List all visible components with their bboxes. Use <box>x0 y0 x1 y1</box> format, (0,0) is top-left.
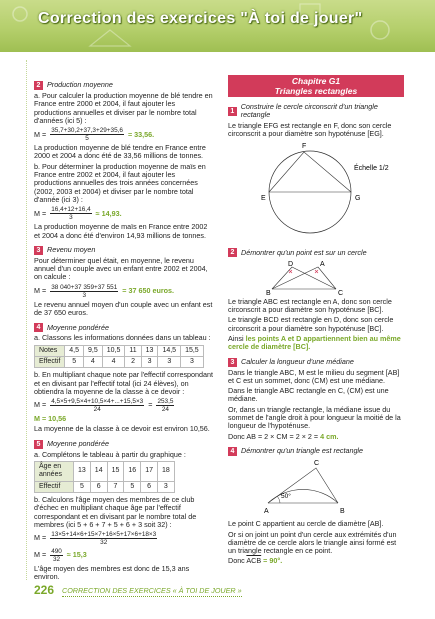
table-row <box>35 462 175 482</box>
paragraph: a. Complétons le tableau à partir du graphique : <box>34 449 186 459</box>
equation-label: M = <box>34 550 47 560</box>
table-cell: 15,5 <box>181 345 204 356</box>
section-number: 4 <box>228 447 237 456</box>
paragraph: Le triangle ABC est rectangle en A, donc son cercle circonscrit a pour diamètre son hypoténuse [BC]. <box>228 296 392 315</box>
table-cell: 17 <box>141 462 158 482</box>
age-table <box>34 461 175 493</box>
section-number: 3 <box>34 246 43 255</box>
table-cell: 5 <box>65 356 84 367</box>
table-cell: 14 <box>90 462 107 482</box>
paragraph <box>228 335 404 352</box>
numerator: 38 040+37 359+37 551 <box>51 283 118 291</box>
point-a-label: A <box>264 507 269 515</box>
paragraph: Le point C appartient au cercle de diamètre [AB]. <box>228 519 384 529</box>
paragraph: Dans le triangle ABC, M est le milieu du segment [AB] et C est un sommet, donc (CM) est une médiane. <box>228 367 400 385</box>
table-header-cell: Âge en années <box>35 462 74 482</box>
section-heading <box>34 246 214 255</box>
fraction <box>50 127 124 142</box>
point-f-label: F <box>302 143 307 151</box>
paragraph: b. Calculons l'âge moyen des membres de ce club d'échec en multipliant chaque âge par l'effectif correspondant et en divisant par le nombre total de membres (ici 5 + 6 + 7 + 5 + 6 + 3 soit 32) : <box>34 494 197 529</box>
equation-label: M = <box>34 286 47 296</box>
table-cell: 6 <box>141 481 158 492</box>
denominator: 32 <box>100 539 108 547</box>
equation <box>34 284 214 299</box>
table-header-cell: Effectif <box>35 481 74 492</box>
section-number: 3 <box>228 358 237 367</box>
table-cell: 2 <box>125 356 141 367</box>
section-number: 2 <box>34 81 43 90</box>
table-cell: 4,5 <box>65 345 84 356</box>
result: = 37 650 euros. <box>122 286 175 296</box>
denominator: 32 <box>52 556 61 564</box>
table-cell: 3 <box>141 356 158 367</box>
section-heading <box>228 248 404 257</box>
table-row <box>35 481 175 492</box>
abc-figure <box>228 458 404 518</box>
fraction <box>156 398 174 413</box>
paragraph: La moyenne de la classe à ce devoir est environ 10,56. <box>34 424 210 434</box>
section-4-moyenne <box>34 323 214 433</box>
fraction <box>50 284 118 299</box>
angle-label: 50° <box>281 492 291 500</box>
numerator: 4,5×5+9,5×4+10,5×4+...+15,5×3 <box>51 398 144 406</box>
table-cell: 11 <box>125 345 141 356</box>
section-heading <box>228 358 404 367</box>
table-cell: 15 <box>107 462 124 482</box>
denominator: 5 <box>85 135 89 143</box>
result: = 33,56. <box>127 129 155 139</box>
paragraph: Pour déterminer quel était, en moyenne, le revenu annuel d'un couple avec un enfant entre 2002 et 2004, on calcule : <box>34 255 208 282</box>
table-header-cell: Notes <box>35 345 65 356</box>
page-number: 226 <box>34 583 55 597</box>
scale-label: Échelle 1/2 <box>354 165 389 173</box>
paragraph: La production moyenne de maïs en France entre 2002 et 2004 a donc été d'environ 14,93 millions de tonnes. <box>34 222 208 240</box>
fraction <box>50 206 91 221</box>
paragraph <box>228 433 404 441</box>
page-title: Correction des exercices "À toi de jouer" <box>38 10 363 27</box>
paragraph: b. En multipliant chaque note par l'effectif correspondant et en divisant par l'effectif total (ici 24 élèves), on obtiendra la moyenne de la classe à ce devoir : <box>34 370 214 396</box>
highlight-text: les points A et D appartiennent bien au même cercle de diamètre [BC]. <box>228 333 401 352</box>
paragraph: La production moyenne de blé tendre en France entre 2000 et 2004 a donc été de 33,56 millions de tonnes. <box>34 143 206 161</box>
section-title: Moyenne pondérée <box>47 322 109 332</box>
denominator: 3 <box>82 291 87 299</box>
left-column <box>34 75 214 584</box>
section-title: Construire le cercle circonscrit d'un triangle rectangle <box>240 102 378 120</box>
page-header <box>0 0 435 52</box>
angle-name: $\overline{ACB}$ <box>246 556 262 566</box>
numerator: 35,7+30,2+37,3+29+35,6 <box>51 127 123 135</box>
table-cell: 16 <box>124 462 141 482</box>
result: M = 10,56 <box>34 414 67 424</box>
table-cell: 3 <box>158 356 181 367</box>
table-cell: 3 <box>157 481 174 492</box>
equation <box>34 531 214 546</box>
section-heading <box>34 81 214 90</box>
table-cell: 14,5 <box>158 345 181 356</box>
table-cell: 6 <box>90 481 107 492</box>
paragraph: Dans le triangle ABC rectangle en C, (CM) est une médiane. <box>228 386 389 404</box>
chapter-title: Chapitre G1 <box>291 76 341 86</box>
section-number: 2 <box>228 248 237 257</box>
section-number: 1 <box>228 107 237 116</box>
denominator: 24 <box>161 406 169 414</box>
circle-efg-figure <box>228 140 404 240</box>
table-cell: 5 <box>74 481 91 492</box>
point-b-label: B <box>266 290 271 296</box>
highlight-text: 4 cm. <box>320 431 339 441</box>
paragraph: Or, dans un triangle rectangle, la médiane issue du sommet de l'angle droit à pour longueur la moitié de la longueur de l'hypoténuse. <box>228 404 401 431</box>
paragraph: Le triangle BCD est rectangle en D, donc son cercle circonscrit a pour diamètre son hypoténuse [BC]. <box>228 315 394 333</box>
numerator: 253,5 <box>157 398 174 406</box>
point-a-label: A <box>320 261 325 269</box>
chapter-banner <box>228 75 404 97</box>
fraction <box>50 548 63 563</box>
bcd-figure <box>228 259 404 295</box>
table-cell: 7 <box>107 481 124 492</box>
page-footer <box>34 583 414 599</box>
point-c-label: C <box>338 290 344 296</box>
equation: M = $\frac{4,5\times 5+9,5\times 4+10,5\times 4+...+15,5\times 3}{24}$ = $\frac{253,5}{24}$ <box>34 398 174 414</box>
equation-label: M = <box>34 208 47 218</box>
paragraph: a. Pour calculer la production moyenne de blé tendre en France entre 2000 et 2004, il faut ajouter les productions annuelles et diviser par le nombre total d'années (ici 5) : <box>34 91 213 125</box>
section-3-revenu <box>34 246 214 317</box>
point-d-label: D <box>288 261 294 269</box>
numerator: 13×5+14×6+15×7+16×5+17×6+18×3 <box>51 531 157 539</box>
section-heading <box>228 103 404 120</box>
equation <box>34 206 214 221</box>
section-title: Démontrer qu'un triangle est rectangle <box>241 446 364 456</box>
section-heading <box>34 323 214 332</box>
paragraph: a. Classons les informations données dans un tableau : <box>34 333 211 343</box>
section-number: 4 <box>34 323 43 332</box>
section-2-point <box>228 248 404 351</box>
numerator: 490 <box>51 548 62 556</box>
table-cell: 10,5 <box>102 345 125 356</box>
section-2-production <box>34 81 214 240</box>
section-5-moyenne <box>34 440 214 582</box>
equation-label: M = <box>34 129 47 139</box>
paragraph: L'âge moyen des membres est donc de 15,3 ans environ. <box>34 564 190 582</box>
point-e-label: E <box>261 195 266 203</box>
numerator: 16,4+12+16,4 <box>51 206 91 214</box>
table-cell: 4 <box>102 356 125 367</box>
paragraph: Or si on joint un point d'un cercle aux extrémités d'un diamètre de ce cercle alors le triangle ainsi formé est un triangle rectangle en ce point. <box>228 529 397 556</box>
result: ≈ 14,93. <box>95 208 122 218</box>
section-heading <box>228 447 404 456</box>
table-cell: 9,5 <box>84 345 103 356</box>
equation-label: M = <box>34 400 47 410</box>
point-b-label: B <box>340 507 345 515</box>
footer-rule <box>62 596 242 597</box>
table-cell: 13 <box>74 462 91 482</box>
section-3-mediane <box>228 358 404 441</box>
notes-table <box>34 345 204 369</box>
section-1-cercle <box>228 103 404 242</box>
table-cell: 5 <box>124 481 141 492</box>
section-title: Production moyenne <box>47 80 113 90</box>
point-g-label: G <box>355 195 361 203</box>
equation-label: M = <box>34 533 47 543</box>
equation <box>34 127 214 142</box>
denominator: 24 <box>93 406 101 414</box>
table-cell: 13 <box>141 345 158 356</box>
equation <box>34 548 214 563</box>
section-number: 5 <box>34 440 43 449</box>
denominator: 3 <box>69 214 73 222</box>
paragraph <box>228 557 404 565</box>
section-title: Revenu moyen <box>47 245 96 255</box>
table-row <box>35 345 204 356</box>
section-heading <box>34 440 214 449</box>
fraction <box>50 398 144 413</box>
margin-rule <box>26 60 27 580</box>
result: ≈ 15,3 <box>66 550 87 560</box>
section-4-rectangle <box>228 447 404 566</box>
table-row <box>35 356 204 367</box>
text-span: Ainsi <box>228 333 246 343</box>
table-header-cell: Effectif <box>35 356 65 367</box>
highlight-text: = 90°. <box>261 556 283 566</box>
right-column <box>228 75 404 568</box>
text-span: Donc <box>228 556 247 566</box>
section-title: Moyenne pondérée <box>47 439 109 449</box>
paragraph: b. Pour déterminer la production moyenne de maïs en France entre 2002 et 2004, il faut ajouter les productions annuelles des trois années concernées (2002, 2003 et 2004) et diviser par le nombre total d'année (ici 3) : <box>34 161 206 204</box>
table-cell: 3 <box>181 356 204 367</box>
text-span: Donc AB = 2 × CM = 2 × 2 = <box>228 431 321 441</box>
footer-title: CORRECTION DES EXERCICES « À TOI DE JOUER » <box>62 586 242 595</box>
paragraph: Le triangle EFG est rectangle en F, donc son cercle circonscrit a pour diamètre son hypoténuse [EG]. <box>228 120 392 138</box>
fraction <box>50 531 157 546</box>
chapter-subtitle: Triangles rectangles <box>274 86 358 96</box>
table-cell: 4 <box>84 356 103 367</box>
point-c-label: C <box>314 459 320 467</box>
section-title: Calculer la longueur d'une médiane <box>241 356 354 366</box>
section-title: Démontrer qu'un point est sur un cercle <box>241 247 367 257</box>
paragraph: Le revenu annuel moyen d'un couple avec un enfant est de 37 650 euros. <box>34 299 213 318</box>
table-cell: 18 <box>157 462 174 482</box>
